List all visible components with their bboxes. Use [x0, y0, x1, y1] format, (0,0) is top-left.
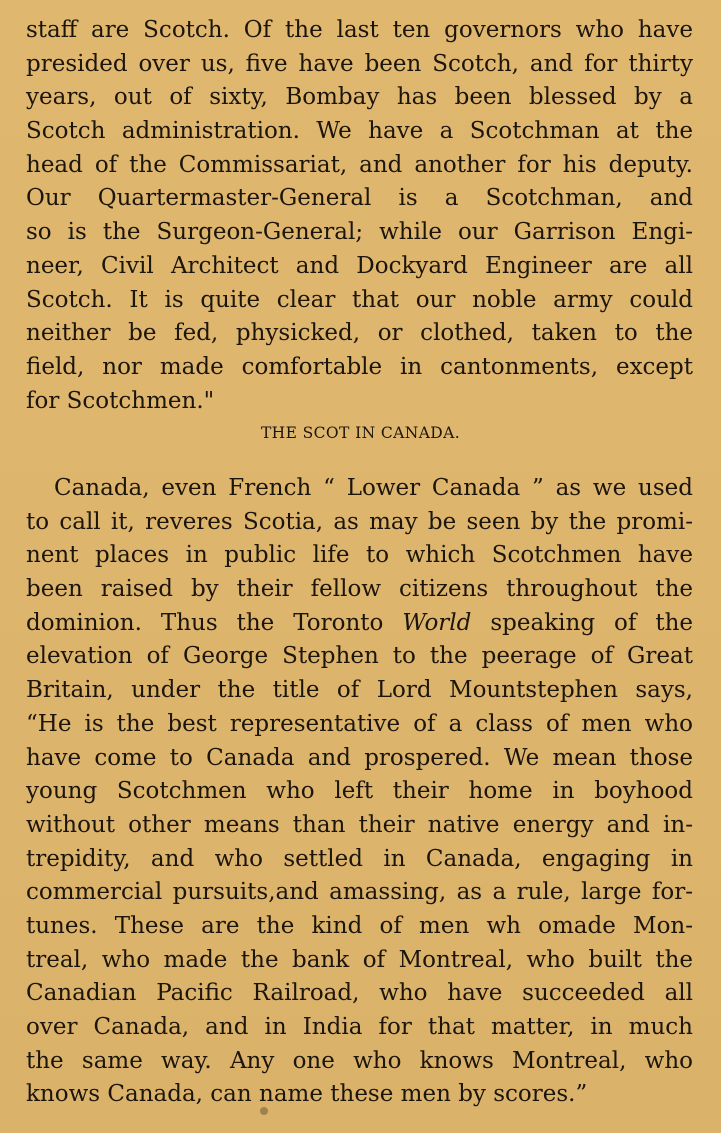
text-line: Our Quartermaster-General is a Scotchman, and	[26, 185, 693, 212]
text-line: treal, who made the bank of Montreal, who built the	[26, 946, 693, 973]
text-line: so is the Surgeon-General; while our Garrison Engi-	[26, 219, 693, 246]
text-line: over Canada, and in India for that matter, in much	[26, 1014, 693, 1040]
paragraph-scot-in-canada	[26, 472, 693, 1112]
text-line: been raised by their fellow citizens throughout the	[26, 576, 693, 603]
section-heading: THE SCOT IN CANADA.	[260, 424, 461, 442]
text-segment: dominion. Thus the Toronto	[26, 609, 384, 636]
text-line: the same way. Any one who knows Montreal, who	[26, 1047, 693, 1074]
text-line: Canada, even French “ Lower Canada ” as we used	[54, 475, 693, 501]
text-line: Scotch administration. We have a Scotchman at the	[26, 118, 693, 145]
text-line: neer, Civil Architect and Dockyard Engineer are all	[26, 252, 693, 279]
text-line: head of the Commissariat, and another for his deputy.	[26, 151, 693, 178]
text-line: trepidity, and who settled in Canada, engaging in	[26, 845, 693, 872]
text-line: Scotch. It is quite clear that our noble army could	[26, 286, 693, 313]
text-line: Canadian Pacific Railroad, who have succeeded all	[26, 980, 693, 1007]
italic-title-world: World	[402, 609, 472, 636]
text-line: tunes. These are the kind of men wh omade Mon-	[26, 912, 693, 939]
text-line: years, out of sixty, Bombay has been blessed by a	[26, 84, 693, 111]
text-line: Britain, under the title of Lord Mountstephen says,	[26, 677, 693, 704]
text-line: “He is the best representative of a class of men who	[26, 710, 693, 737]
text-line: young Scotchmen who left their home in boyhood	[26, 778, 693, 805]
text-line: knows Canada, can name these men by scores.”	[26, 1081, 588, 1108]
text-line: field, nor made comfortable in cantonments, except	[26, 353, 693, 380]
text-line-with-italic	[26, 607, 693, 641]
text-segment: speaking of the	[490, 609, 694, 636]
paragraph-scotch-governors	[26, 14, 693, 418]
text-line: commercial pursuits,and amassing, as a rule, large for-	[26, 879, 693, 906]
text-line: nent places in public life to which Scotchmen have	[26, 542, 693, 569]
text-line: for Scotchmen."	[26, 387, 215, 414]
text-line: to call it, reveres Scotia, as may be seen by the promi-	[26, 508, 693, 535]
text-line: staff are Scotch. Of the last ten governors who have	[26, 17, 693, 43]
ink-smudge	[260, 1107, 268, 1115]
text-line: presided over us, five have been Scotch, and for thirty	[26, 50, 693, 77]
text-line: without other means than their native energy and in-	[26, 811, 693, 838]
text-line: have come to Canada and prospered. We mean those	[26, 744, 693, 771]
text-line: neither be fed, physicked, or clothed, taken to the	[26, 320, 693, 347]
text-line: elevation of George Stephen to the peerage of Great	[26, 643, 693, 670]
